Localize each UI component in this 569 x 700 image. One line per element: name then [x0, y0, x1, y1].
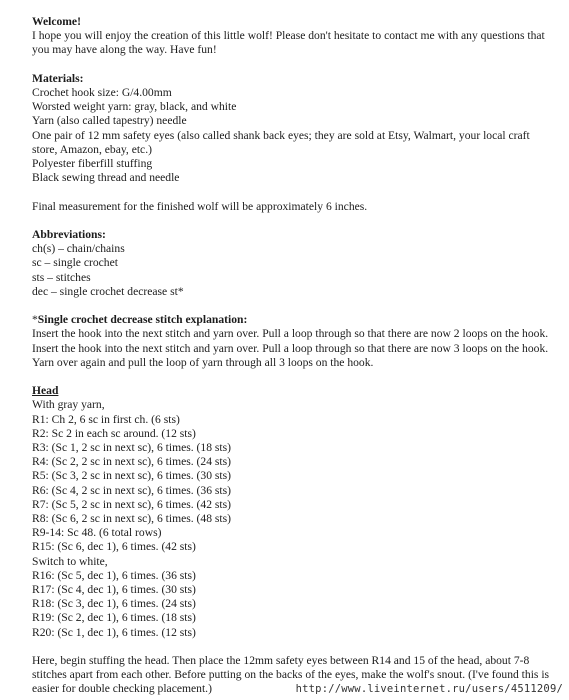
materials-item: Black sewing thread and needle: [32, 171, 180, 185]
decrease-asterisk: *: [32, 313, 38, 327]
head-row: R6: (Sc 4, 2 sc in next sc), 6 times. (36 sts): [32, 483, 232, 497]
materials-item: One pair of 12 mm safety eyes (also called shank back eyes; they are sold at Etsy, Walmart, your local craft store, Amazon, ebay, etc.): [32, 128, 530, 156]
head-row: R2: Sc 2 in each sc around. (12 sts): [32, 426, 196, 440]
head-row: R16: (Sc 5, dec 1), 6 times. (36 sts): [32, 568, 196, 582]
welcome-section: [32, 15, 557, 58]
head-row: Switch to white,: [32, 554, 108, 568]
abbreviation-item: dec – single crochet decrease st*: [32, 284, 184, 298]
materials-section: [32, 72, 557, 186]
decrease-heading-line: [32, 313, 557, 327]
materials-item: Crochet hook size: G/4.00mm: [32, 86, 172, 99]
head-row: R15: (Sc 6, dec 1), 6 times. (42 sts): [32, 540, 196, 554]
materials-item: Worsted weight yarn: gray, black, and white: [32, 100, 237, 114]
abbreviations-heading: Abbreviations:: [32, 228, 106, 241]
decrease-text: Insert the hook into the next stitch and yarn over. Pull a loop through so that there are now 2 loops on the hook. Insert the hook into the next stitch and yarn over. Pull a loop through so that there are now 3 loops on the hook. Yarn over again and pull the loop of yarn through all 3 loops on the hook.: [32, 327, 549, 369]
final-measurement: [32, 200, 557, 214]
watermark-url: http://www.liveinternet.ru/users/4511209/: [295, 682, 563, 695]
head-closing-text: Here, begin stuffing the head. Then place the 12mm safety eyes between R14 and 15 of the head, about 7-8 stitches apart from each other. Before putting on the backs of the eyes, make the wolf's snout. (I've found this is easier for double checking placement.): [32, 654, 550, 696]
head-row: With gray yarn,: [32, 398, 105, 412]
head-row: R19: (Sc 2, dec 1), 6 times. (18 sts): [32, 611, 196, 625]
head-row: R5: (Sc 3, 2 sc in next sc), 6 times. (30 sts): [32, 469, 232, 483]
welcome-heading: Welcome!: [32, 15, 81, 28]
abbreviation-item: sc – single crochet: [32, 256, 118, 270]
head-heading: Head: [32, 384, 59, 398]
head-row: R17: (Sc 4, dec 1), 6 times. (30 sts): [32, 583, 196, 597]
abbreviations-section: [32, 228, 557, 299]
head-row: R7: (Sc 5, 2 sc in next sc), 6 times. (42 sts): [32, 497, 232, 511]
head-row: R20: (Sc 1, dec 1), 6 times. (12 sts): [32, 625, 196, 639]
pattern-page: [32, 15, 557, 697]
head-row: R18: (Sc 3, dec 1), 6 times. (24 sts): [32, 597, 196, 611]
abbreviation-item: sts – stitches: [32, 270, 91, 284]
head-row: R8: (Sc 6, 2 sc in next sc), 6 times. (48 sts): [32, 512, 232, 526]
head-row: R1: Ch 2, 6 sc in first ch. (6 sts): [32, 412, 180, 426]
head-section: [32, 384, 557, 640]
decrease-section: [32, 313, 557, 370]
decrease-heading: Single crochet decrease stitch explanation:: [37, 313, 248, 327]
materials-item: Yarn (also called tapestry) needle: [32, 114, 187, 128]
abbreviation-item: ch(s) – chain/chains: [32, 242, 125, 256]
head-row: R4: (Sc 2, 2 sc in next sc), 6 times. (24 sts): [32, 455, 232, 469]
materials-item: Polyester fiberfill stuffing: [32, 157, 153, 171]
final-measurement-text: Final measurement for the finished wolf will be approximately 6 inches.: [32, 199, 368, 213]
head-row: R3: (Sc 1, 2 sc in next sc), 6 times. (18 sts): [32, 441, 232, 455]
head-row: R9-14: Sc 48. (6 total rows): [32, 526, 162, 540]
welcome-text: I hope you will enjoy the creation of this little wolf! Please don't hesitate to contact me with any questions that you may have along the way. Have fun!: [32, 29, 545, 57]
materials-heading: Materials:: [32, 71, 84, 85]
